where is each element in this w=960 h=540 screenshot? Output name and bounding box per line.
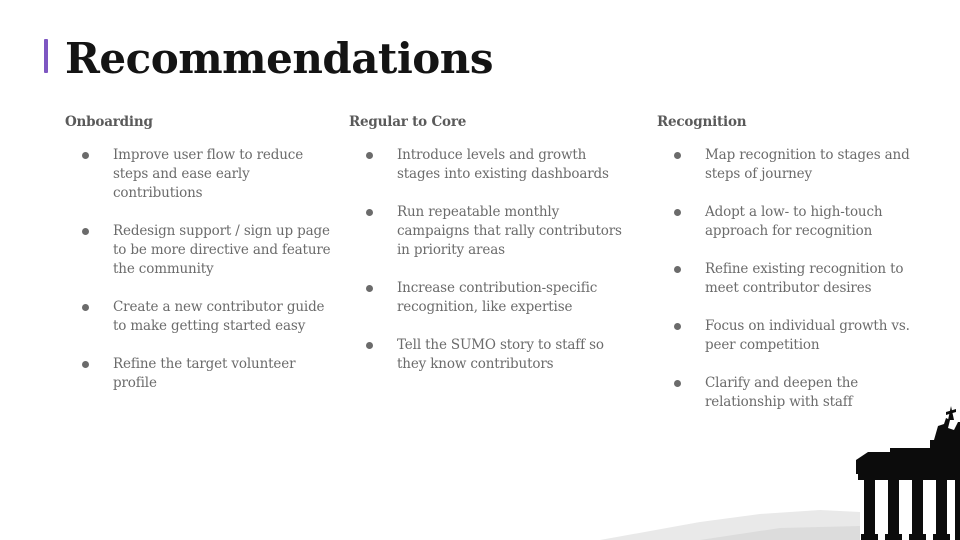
list-item-text: Map recognition to stages and steps of journey bbox=[705, 147, 910, 182]
column-heading: Onboarding bbox=[65, 114, 153, 130]
slide-title: Recommendations bbox=[65, 34, 493, 83]
list-item-text: Run repeatable monthly campaigns that rally contributors in priority areas bbox=[397, 204, 622, 258]
list-item-text: Improve user flow to reduce steps and ease early contributions bbox=[113, 147, 304, 201]
list-item-text: Increase contribution-specific recognition, like expertise bbox=[397, 280, 598, 315]
list-item-text: Focus on individual growth vs. peer competition bbox=[705, 318, 910, 353]
list-item-text: Introduce levels and growth stages into existing dashboards bbox=[397, 147, 609, 182]
column-heading: Regular to Core bbox=[349, 114, 467, 130]
list-item-text: Create a new contributor guide to make getting started easy bbox=[113, 299, 325, 334]
list-item-text: Tell the SUMO story to staff so they know contributors bbox=[397, 337, 604, 372]
list-item-text: Refine existing recognition to meet contributor desires bbox=[705, 261, 904, 296]
column-heading: Recognition bbox=[657, 114, 747, 130]
list-item-text: Clarify and deepen the relationship with staff bbox=[705, 375, 859, 410]
list-item-text: Refine the target volunteer profile bbox=[113, 356, 296, 391]
list-item-text: Redesign support / sign up page to be more directive and feature the community bbox=[113, 223, 331, 277]
list-item-text: Adopt a low- to high-touch approach for recognition bbox=[705, 204, 883, 239]
